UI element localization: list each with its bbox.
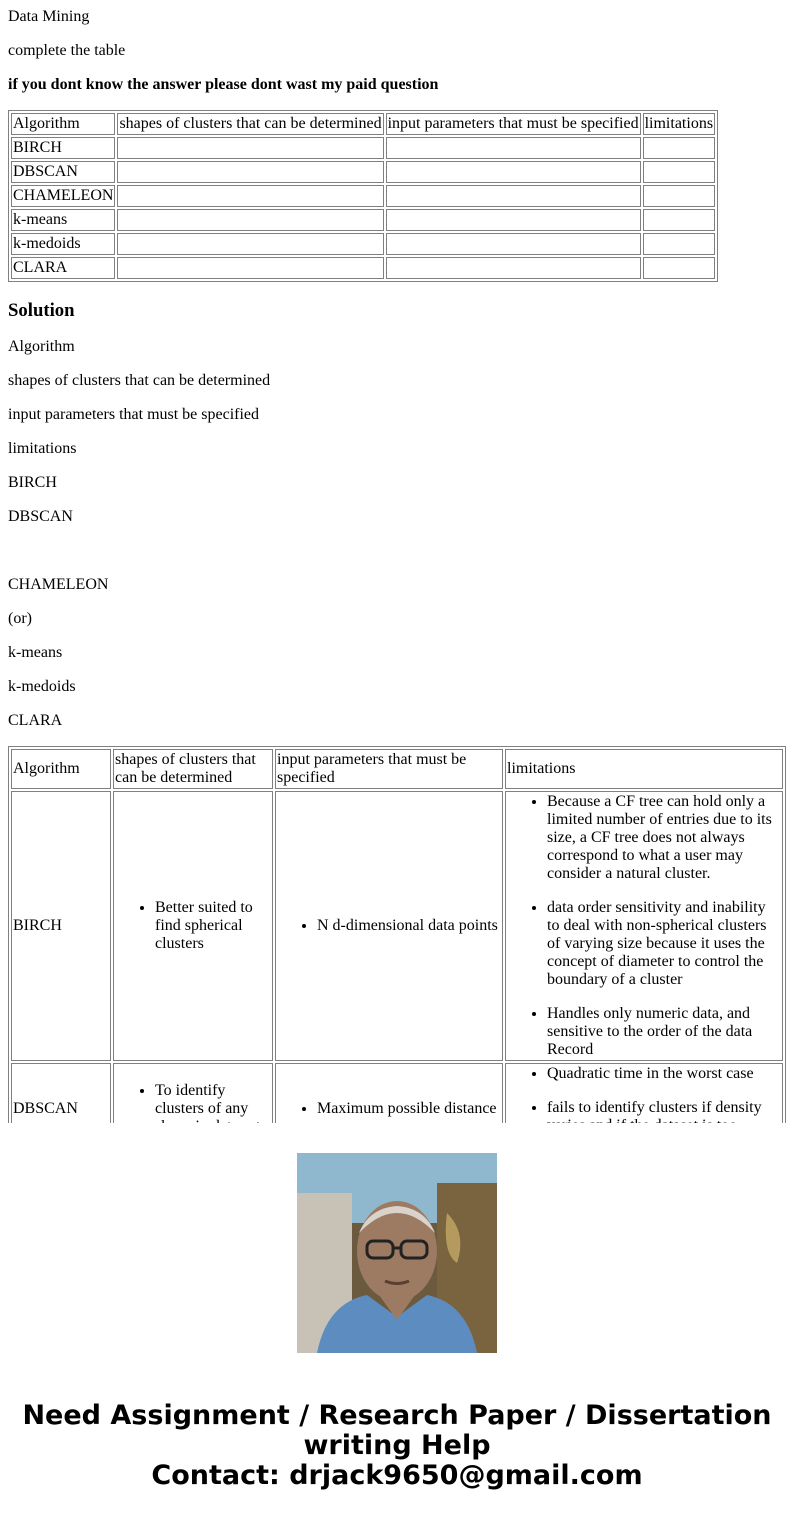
column-header: input parameters that must be specified bbox=[386, 113, 641, 135]
solution-line: CLARA bbox=[8, 712, 63, 729]
solution-line: limitations bbox=[8, 440, 77, 457]
table-row bbox=[11, 185, 715, 207]
table-row bbox=[11, 137, 715, 159]
column-header: Algorithm bbox=[11, 749, 111, 789]
list-item: • Quadratic time in the worst case bbox=[547, 1065, 781, 1083]
column-header: limitations bbox=[643, 113, 715, 135]
list-item: • Handles only numeric data, and sensitive to the order of the data Record bbox=[547, 1005, 781, 1059]
table-row bbox=[11, 161, 715, 183]
solution-line: input parameters that must be specified bbox=[8, 406, 260, 423]
promo-footer bbox=[0, 1123, 794, 1523]
promo-text bbox=[0, 1401, 794, 1491]
solution-line: Algorithm bbox=[8, 338, 75, 355]
solution-line: k-means bbox=[8, 644, 63, 661]
shapes-cell bbox=[113, 791, 273, 1061]
list-item: • data order sensitivity and inability to deal with non-spherical clusters of varying size because it uses the concept of diameter to control the boundary of a cluster bbox=[547, 899, 781, 989]
row-label: CLARA bbox=[11, 257, 115, 279]
table-row bbox=[11, 257, 715, 279]
person-portrait-icon bbox=[297, 1153, 497, 1353]
list-item: • Better suited to find spherical clusters bbox=[155, 899, 271, 953]
inputs-cell bbox=[275, 791, 503, 1061]
limitations-cell bbox=[505, 791, 783, 1061]
list-item: • fails to identify clusters if density bbox=[547, 1099, 781, 1153]
solution-line: k-medoids bbox=[8, 678, 76, 695]
list-item: • Maximum possible distance bbox=[317, 1100, 501, 1118]
solution-line: DBSCAN bbox=[8, 508, 73, 525]
row-label: CHAMELEON bbox=[11, 185, 115, 207]
solution-line: (or) bbox=[8, 610, 32, 627]
algorithm-cell: BIRCH bbox=[11, 791, 111, 1061]
instruction: complete the table bbox=[8, 42, 126, 59]
promo-line: writing Help bbox=[303, 1430, 491, 1461]
table-row bbox=[11, 791, 783, 1061]
solution-line: shapes of clusters that can be determined bbox=[8, 372, 271, 389]
answer-table bbox=[8, 746, 786, 1158]
solution-line: BIRCH bbox=[8, 474, 57, 491]
doc-title: Data Mining bbox=[8, 8, 90, 25]
list-item: • Because a CF tree can hold only a limited number of entries due to its size, a CF tree does not always correspond to what a user may consider a natural cluster. bbox=[547, 793, 781, 883]
column-header: limitations bbox=[505, 749, 783, 789]
row-label: BIRCH bbox=[11, 137, 115, 159]
list-item: • To identify clusters of any bbox=[155, 1082, 271, 1136]
question-table-header bbox=[11, 113, 715, 135]
solution-line: CHAMELEON bbox=[8, 576, 109, 593]
column-header: Algorithm bbox=[11, 113, 115, 135]
solution-heading: Solution bbox=[8, 300, 75, 321]
column-header: input parameters that must be specified bbox=[275, 749, 503, 789]
table-row bbox=[11, 233, 715, 255]
algorithm-cell: DBSCAN bbox=[11, 1063, 111, 1155]
column-header: shapes of clusters that can be determined bbox=[117, 113, 383, 135]
list-item: • N d-dimensional data points bbox=[317, 917, 501, 935]
warning: if you dont know the answer please dont wast my paid question bbox=[8, 76, 439, 93]
promo-contact: Contact: drjack9650@gmail.com bbox=[151, 1460, 643, 1491]
answer-table-header bbox=[11, 749, 783, 789]
row-label: k-medoids bbox=[11, 233, 115, 255]
row-label: DBSCAN bbox=[11, 161, 115, 183]
promo-line: Need Assignment / Research Paper / Dissertation bbox=[22, 1400, 772, 1431]
table-row bbox=[11, 209, 715, 231]
row-label: k-means bbox=[11, 209, 115, 231]
avatar bbox=[297, 1153, 497, 1353]
question-table bbox=[8, 110, 718, 282]
column-header: shapes of clusters that can be determined bbox=[113, 749, 273, 789]
